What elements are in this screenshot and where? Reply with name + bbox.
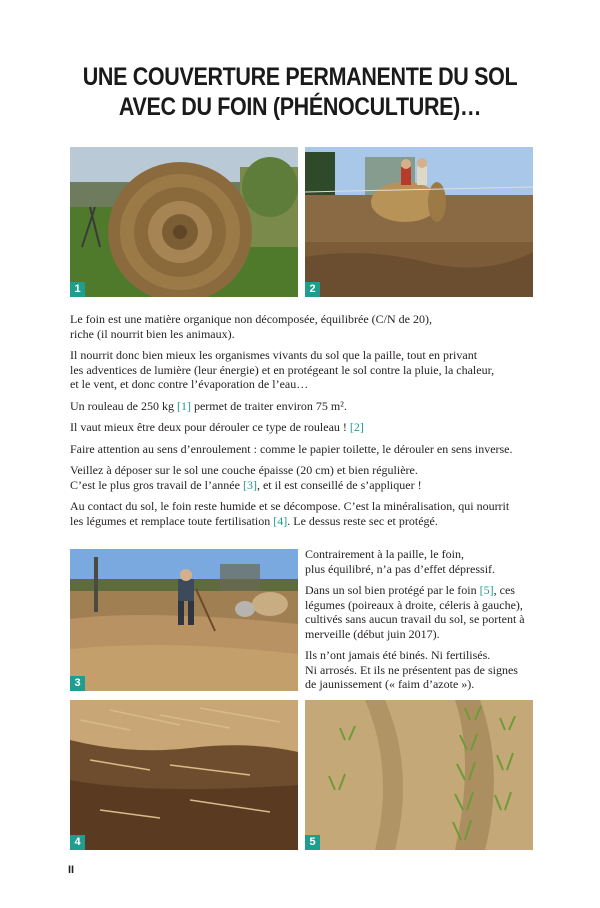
photo-ref-1: [1]: [176, 398, 191, 413]
side-text: [305, 547, 540, 699]
text-fragment: C’est le plus gros travail de l’année: [70, 477, 243, 492]
photo-number-3: 3: [70, 676, 85, 691]
page-title: [76, 62, 523, 122]
paragraph-1: [70, 312, 540, 341]
text-fragment: Il vaut mieux être deux pour dérouler ce type de rouleau !: [70, 420, 350, 434]
intro-text: [70, 312, 540, 535]
side-paragraph-3: [305, 648, 540, 692]
page-number: II: [68, 864, 75, 876]
text-fragment: Dans un sol bien protégé par le foin: [305, 583, 480, 597]
photo-number-4: 4: [70, 835, 85, 850]
text-line: Le foin est une matière organique non décomposée, équilibrée (C/N de 20),: [70, 312, 432, 326]
photo-ref-4: [4]: [273, 513, 288, 528]
paragraph-5: Faire attention au sens d’enroulement : comme le papier toilette, le dérouler en sens inverse.: [70, 441, 513, 456]
text-line: de jaunissement (« faim d’azote »).: [305, 677, 475, 691]
text-line: [305, 583, 540, 598]
text-fragment: , ces: [493, 583, 515, 597]
paragraph-4: [70, 420, 540, 435]
title-line-2: AVEC DU FOIN (PHÉNOCULTURE)…: [118, 93, 482, 121]
text-line: merveille (début juin 2017).: [305, 626, 440, 641]
photo-number-5: 5: [305, 835, 320, 850]
text-line: cultivés sans aucun travail du sol, se portent à: [305, 612, 525, 626]
photo-unrolling-bale: [305, 147, 533, 297]
text-line: Ils n’ont jamais été binés. Ni fertilisés.: [305, 648, 491, 662]
photo-decomposing-hay: [70, 700, 298, 850]
text-line: légumes (poireaux à droite, céleris à gauche),: [305, 597, 523, 612]
title-line-1: UNE COUVERTURE PERMANENTE DU SOL: [82, 63, 518, 91]
paragraph-3: [70, 399, 540, 414]
photo-leeks-in-hay: [305, 700, 533, 850]
text-line: Ni arrosés. Et ils ne présentent pas de signes: [305, 662, 518, 677]
text-line: les adventices de lumière (leur énergie) et en protégeant le sol contre la pluie, la chaleur,: [70, 362, 495, 377]
side-paragraph-1: [305, 547, 540, 576]
text-line: [70, 514, 540, 529]
paragraph-2: [70, 348, 540, 392]
photo-number-2: 2: [305, 282, 320, 297]
paragraph-6: [70, 463, 540, 492]
text-line: Veillez à déposer sur le sol une couche épaisse (20 cm) et bien régulière.: [70, 463, 418, 477]
text-fragment: permet de traiter environ 75 m².: [190, 398, 347, 413]
paragraph-7: [70, 499, 540, 528]
photo-number-1: 1: [70, 282, 85, 297]
text-fragment: . Le dessus reste sec et protégé.: [287, 513, 438, 528]
text-fragment: , et il est conseillé de s’appliquer !: [256, 477, 422, 492]
photo-spreading-hay: [70, 549, 298, 691]
side-paragraph-2: [305, 583, 540, 641]
text-fragment: les légumes et remplace toute fertilisation: [70, 513, 274, 528]
text-line: plus équilibré, n’a pas d’effet dépressif.: [305, 561, 496, 576]
text-line: Il nourrit donc bien mieux les organismes vivants du sol que la paille, tout en privant: [70, 348, 478, 362]
text-fragment: Un rouleau de 250 kg: [70, 398, 177, 413]
photo-ref-2: [2]: [349, 420, 364, 434]
text-line: Contrairement à la paille, le foin,: [305, 547, 464, 561]
photo-hay-bale: [70, 147, 298, 297]
photo-ref-5: [5]: [479, 583, 494, 597]
photo-ref-3: [3]: [242, 477, 257, 492]
text-line: riche (il nourrit bien les animaux).: [70, 326, 235, 341]
text-line: [70, 478, 540, 493]
text-line: Au contact du sol, le foin reste humide et se décompose. C’est la minéralisation, qui nourrit: [70, 499, 510, 513]
text-line: et le vent, et donc contre l’évaporation de l’eau…: [70, 377, 309, 391]
